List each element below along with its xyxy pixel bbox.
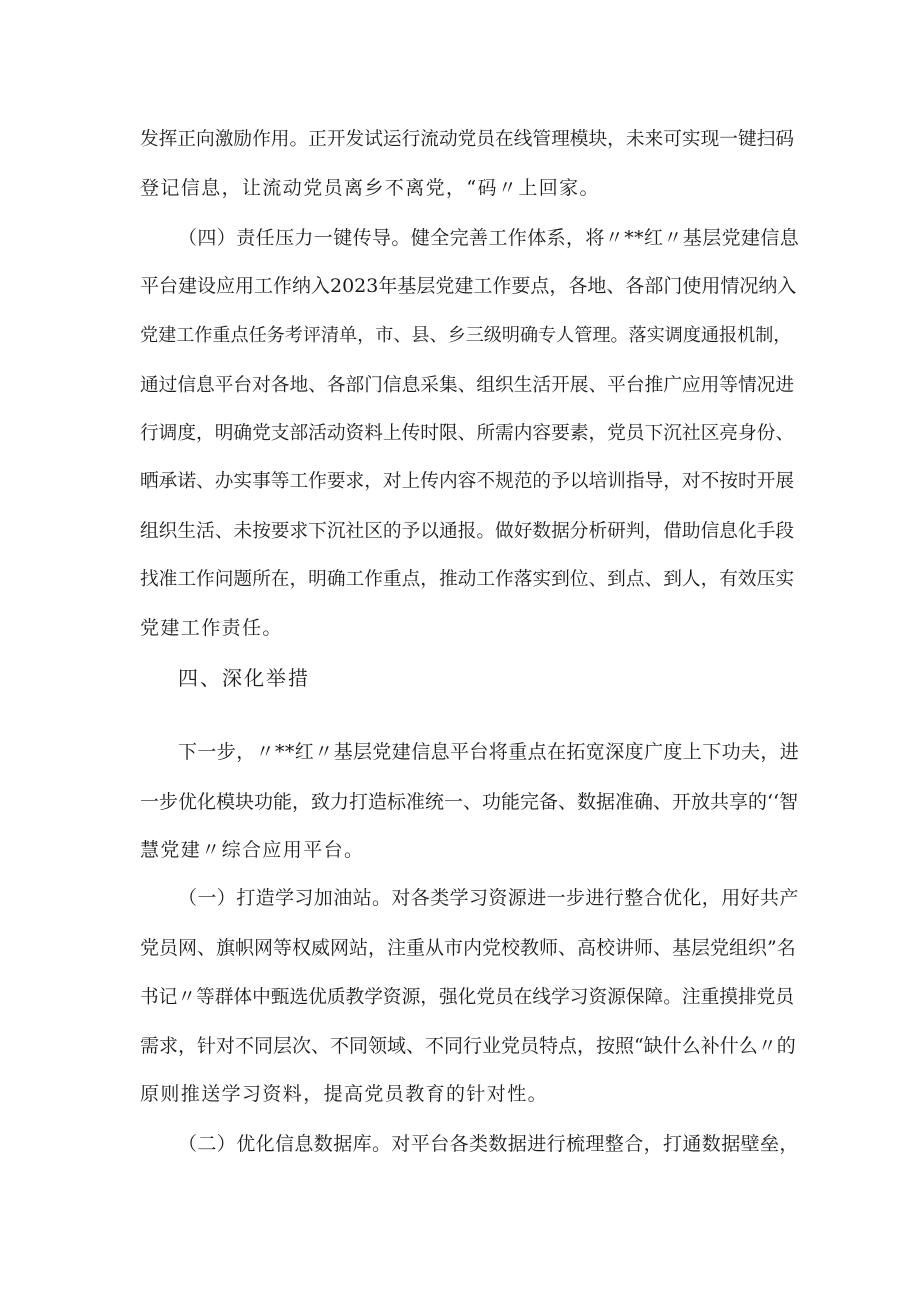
text-line: 组织生活、未按要求下沉社区的予以通报。做好数据分析研判，借助信息化手段 [140,521,795,542]
text-line: 通过信息平台对各地、各部门信息采集、组织生活开展、平台推广应用等情况进 [140,375,795,396]
text-line: 一步优化模块功能，致力打造标准统一、功能完备、数据准确、开放共享的‘‘智 [140,791,799,813]
text-line: 登记信息，让流动党员离乡不离党，“码〃上回家。 [140,177,600,199]
text-line: 发挥正向激励作用。正开发试运行流动党员在线管理模块，未来可实现一键扫码 [140,129,795,150]
text-line: 平台建设应用工作纳入2023年基层党建工作要点，各地、各部门使用情况纳入 [140,275,797,297]
text-line: 原则推送学习资料，提高党员教育的针对性。 [140,1083,549,1105]
text-line: 需求，针对不同层次、不同领域、不同行业党员特点，按照“缺什么补什么〃的 [140,1035,796,1057]
text-line: 党建工作重点任务考评清单，市、县、乡三级明确专人管理。落实调度通报机制， [140,325,792,346]
paragraph-start: （二）优化信息数据库。对平台各类数据进行梳理整合，打通数据壁垒， [178,1133,799,1155]
text-line: 晒承诺、办实事等工作要求，对上传内容不规范的予以培训指导，对不按时开展 [140,471,795,492]
paragraph-start: （四）责任压力一键传导。健全完善工作体系，将〃**红〃基层党建信息 [178,227,800,249]
text-line: 党员网、旗帜网等权威网站，注重从市内党校教师、高校讲师、基层党组织”名 [140,937,796,959]
section-heading: 四、深化举措 [178,666,310,690]
text-line: 慧党建〃综合应用平台。 [140,839,365,861]
text-line: 党建工作责任。 [140,617,283,639]
text-line: 找准工作问题所在，明确工作重点，推动工作落实到位、到点、到人，有效压实 [140,569,795,590]
text-line: 行调度，明确党支部活动资料上传时限、所需内容要素，党员下沉社区亮身份、 [140,423,795,444]
text-line: 书记〃等群体中甄选优质教学资源，强化党员在线学习资源保障。注重摸排党员 [140,987,795,1008]
paragraph-start: （一）打造学习加油站。对各类学习资源进一步进行整合优化，用好共产 [178,887,799,909]
paragraph-start: 下一步，〃**红〃基层党建信息平台将重点在拓宽深度广度上下功夫，进 [178,741,800,763]
